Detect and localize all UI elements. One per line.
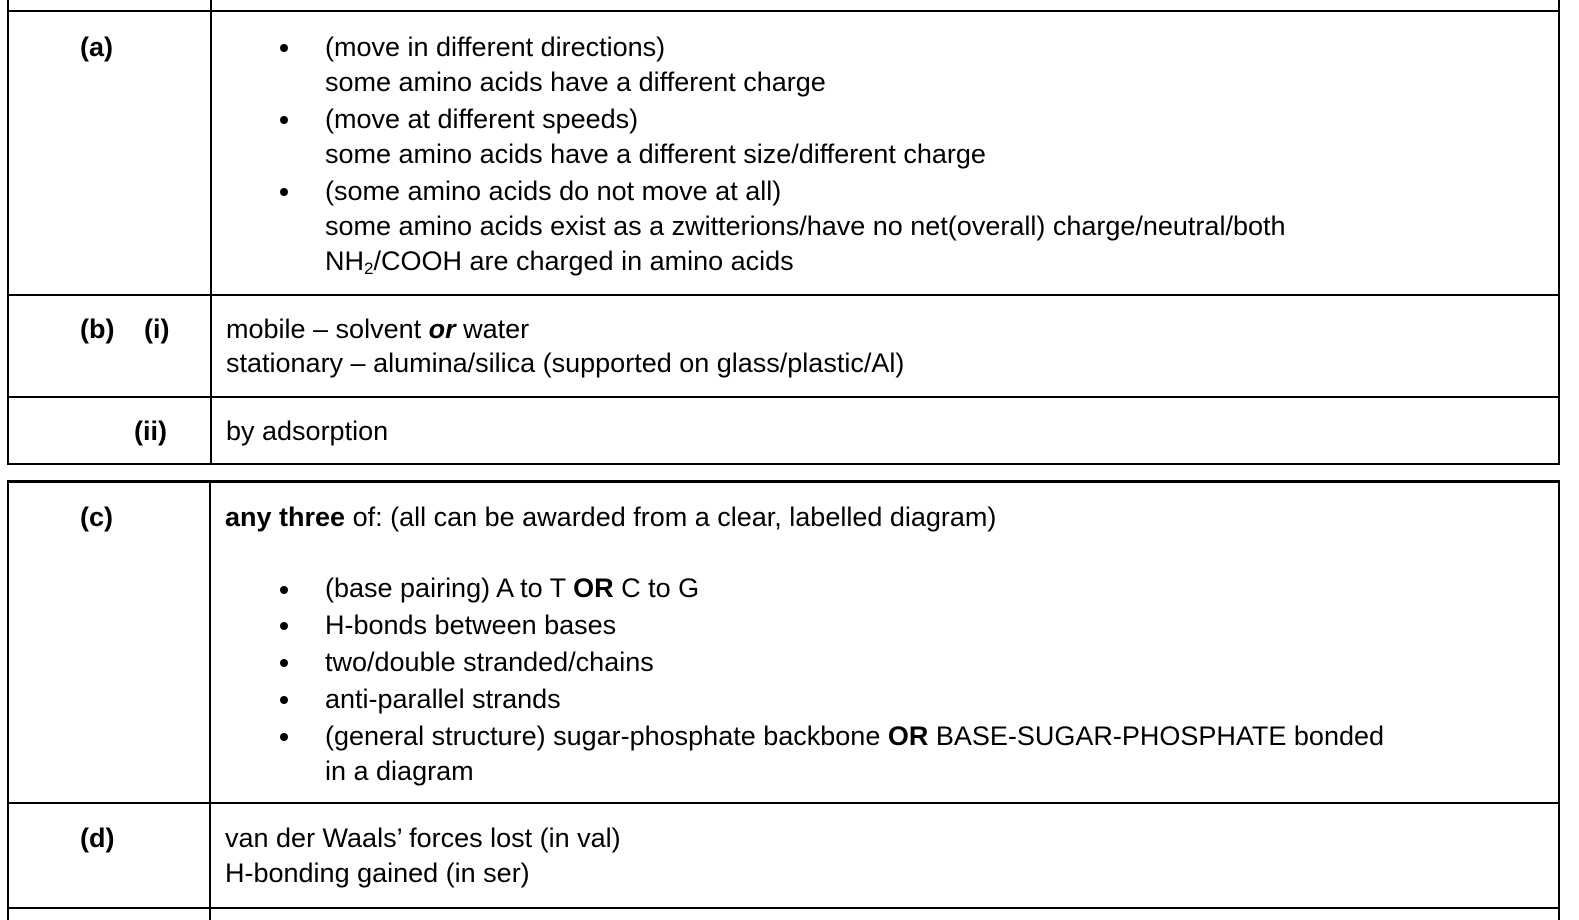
row-a-label: (a)	[80, 32, 113, 62]
row-c-intro: any three of: (all can be awarded from a clear, labelled diagram)	[225, 502, 997, 532]
row-a-item-3-detail: some amino acids exist as a zwitterions/have no net(overall) charge/neutral/both	[325, 211, 1286, 241]
table2-left-border	[7, 480, 9, 920]
row-a-item-2-heading: (move at different speeds)	[325, 104, 639, 134]
table2-top-border	[7, 480, 1560, 483]
row-b-ii-label: (ii)	[134, 416, 167, 446]
row-c-item-3: two/double stranded/chains	[325, 647, 654, 677]
table1-bottom-border	[7, 463, 1560, 465]
table1-top-border	[7, 10, 1560, 12]
table2-row-divider-d-next	[7, 907, 1560, 909]
row-c-item-1: (base pairing) A to T OR C to G	[325, 573, 700, 603]
table2-right-border	[1558, 480, 1560, 920]
row-c-item-5-line2: in a diagram	[325, 756, 474, 786]
row-a-item-2-detail: some amino acids have a different size/different charge	[325, 139, 986, 169]
row-b-i-line1: mobile – solvent or water	[226, 314, 530, 344]
row-a-item-3-heading: (some amino acids do not move at all)	[325, 176, 782, 206]
row-a-item-1-detail: some amino acids have a different charge	[325, 67, 826, 97]
row-a-item-3-detail-line2: $NH_2$/COOH are charged in amino acids	[325, 246, 794, 278]
row-d-label: (d)	[80, 823, 115, 853]
row-a-item-1-heading: (move in different directions)	[325, 32, 666, 62]
row-c-bullet-2	[280, 622, 288, 630]
row-b-i-line2: stationary – alumina/silica (supported on glass/plastic/Al)	[226, 348, 905, 378]
row-b-i-label: (i)	[144, 314, 170, 344]
row-a-bullet-2	[280, 116, 288, 124]
row-c-item-5: (general structure) sugar-phosphate backbone OR BASE-SUGAR-PHOSPHATE bonded	[325, 721, 1385, 751]
row-c-label: (c)	[80, 502, 113, 532]
row-b-label: (b)	[80, 314, 115, 344]
row-c-bullet-4	[280, 696, 288, 704]
row-c-bullet-5	[280, 733, 288, 741]
row-d-line2: H-bonding gained (in ser)	[225, 858, 530, 888]
table2-row-divider-c-d	[7, 802, 1560, 804]
row-a-bullet-3	[280, 188, 288, 196]
table1-row-divider-a-b	[7, 294, 1560, 296]
table1-row-divider-bi-bii	[7, 396, 1560, 398]
row-c-item-2: H-bonds between bases	[325, 610, 617, 640]
row-b-ii-text: by adsorption	[226, 416, 389, 446]
row-a-bullet-1	[280, 44, 288, 52]
row-c-bullet-1	[280, 586, 288, 594]
table2-column-divider	[209, 480, 211, 920]
row-d-line1: van der Waals’ forces lost (in val)	[225, 823, 621, 853]
row-c-bullet-3	[280, 659, 288, 667]
row-c-item-4: anti-parallel strands	[325, 684, 561, 714]
